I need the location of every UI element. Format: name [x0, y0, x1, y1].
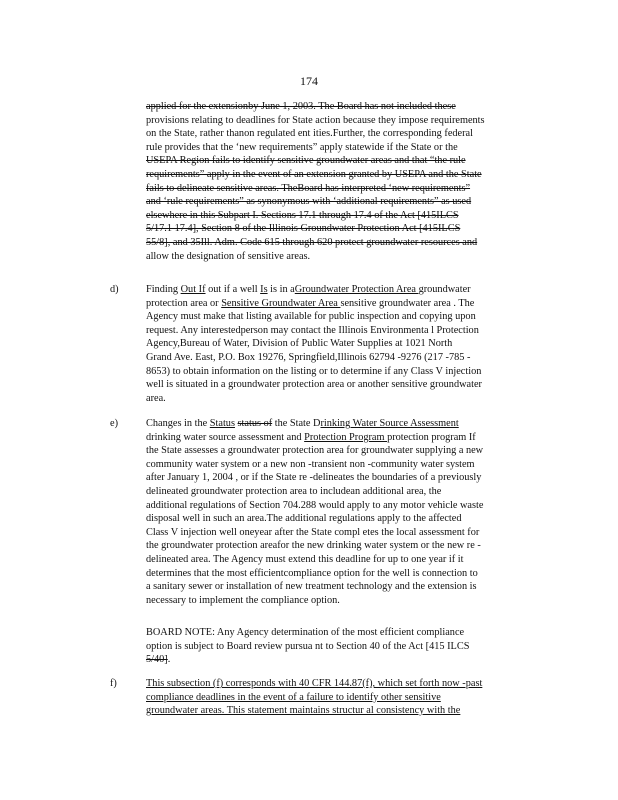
- section-e-text-run: delineated area. The Agency must extend this deadline for up to one year if it: [146, 553, 464, 565]
- section-e-text-run: the State D: [272, 418, 321, 429]
- section-e-line: [146, 485, 532, 499]
- section-d-text-run: Is: [260, 284, 268, 295]
- section-d-text-run: sensitive groundwater area . The: [340, 297, 475, 309]
- section-e-line: [146, 553, 532, 567]
- section-f-text-run: groundwater areas. This statement maintains structur al consistency with the: [146, 705, 461, 717]
- intro-line: [146, 182, 532, 196]
- intro-line: [146, 141, 532, 155]
- intro-text-run: provisions relating to deadlines for State action because they impose requirements: [146, 114, 485, 126]
- section-e-text-run: the State assesses a groundwater protection area for groundwater supplying a new: [146, 445, 484, 457]
- section-d-label: d): [110, 284, 119, 295]
- intro-line: [146, 114, 532, 128]
- intro-line: [146, 154, 532, 168]
- intro-text-run: applied for the extensionby June 1, 2003. The Board has not included these: [146, 101, 456, 112]
- intro-text-run: and ‘rule requirements” as synonymous with ‘additional requirements” as used: [146, 196, 472, 208]
- section-d-text-run: groundwater: [418, 284, 471, 295]
- section-f-label: f): [110, 678, 117, 689]
- section-d-text-run: Groundwater Protection Area: [294, 284, 419, 295]
- section-d-text-run: Agency,Bureau of Water, Division of Public Water Supplies at 1021 North: [146, 338, 453, 350]
- intro-text-run: 55/8], and 35Ill. Adm. Code 615 through 620 protect groundwater resources and: [146, 236, 478, 248]
- section-d-paragraph: [146, 283, 532, 405]
- board-note-text-run: option is subject to Board review pursua nt to Section 40 of the Act [415 ILCS: [146, 640, 470, 652]
- intro-line: [146, 209, 532, 223]
- intro-text-run: rule provides that the ‘new requirements” apply statewide if the State or the: [146, 141, 458, 153]
- section-e-paragraph: [146, 417, 532, 607]
- intro-paragraph: [146, 100, 532, 263]
- section-e-line: [146, 444, 532, 458]
- section-d-text-run: well is situated in a groundwater protection area or another sensitive groundwater: [146, 379, 482, 391]
- section-d-line: [146, 324, 532, 338]
- section-e-text-run: status of: [237, 418, 273, 429]
- board-note-text-run: .: [167, 654, 171, 666]
- section-d-text-run: Sensitive Groundwater Area: [221, 297, 341, 309]
- section-e-label: e): [110, 418, 118, 429]
- section-e-text-run: drinking water source assessment and: [146, 431, 305, 443]
- section-e-line: [146, 526, 532, 540]
- section-d-text-run: Grand Ave. East, P.O. Box 19276, Springfield,Illinois 62794 -9276 (217 -785 -: [146, 351, 471, 363]
- section-d-line: [146, 297, 532, 311]
- section-e-line: [146, 567, 532, 581]
- section-d-line: [146, 392, 532, 406]
- section-f-line: [146, 704, 532, 718]
- section-e-text-run: a sanitary sewer or installation of new treatment technology and the extension is: [146, 581, 477, 593]
- section-f-paragraph: [146, 677, 532, 718]
- section-e-line: [146, 594, 532, 608]
- section-f-line: [146, 691, 532, 705]
- intro-line: [146, 168, 532, 182]
- intro-line: [146, 127, 532, 141]
- board-note-line: [146, 653, 532, 667]
- section-e-text-run: Status: [209, 418, 235, 429]
- section-f-text-run: This subsection (f) corresponds with 40 CFR 144.87(f), which set forth now -past: [146, 678, 483, 689]
- section-d-line: [146, 337, 532, 351]
- section-d-line: [146, 351, 532, 365]
- section-e-text-run: protection program If: [387, 431, 476, 443]
- board-note-text-run: BOARD NOTE: Any Agency determination of the most efficient compliance: [146, 627, 465, 638]
- section-e-text-run: after January 1, 2004 , or if the State re -delineates the boundaries of a previously: [146, 472, 482, 484]
- board-note: [146, 626, 532, 667]
- intro-text-run: 5/17.1 17.4], Section 8 of the Illinois Groundwater Protection Act [415ILCS: [146, 223, 461, 235]
- intro-line: [146, 236, 532, 250]
- section-e-text-run: disposal well in such an area.The additional regulations apply to the affected: [146, 513, 462, 525]
- page-number: 174: [300, 74, 318, 88]
- board-note-line: [146, 640, 532, 654]
- section-e-line: [146, 499, 532, 513]
- section-d-line: [146, 283, 532, 297]
- section-f-line: [146, 677, 532, 691]
- intro-text-run: on the State, rather thanon regulated ent ities.Further, the corresponding federal: [146, 128, 473, 140]
- section-d-text-run: Finding: [146, 284, 181, 295]
- section-e-line: [146, 458, 532, 472]
- section-e-text-run: delineated groundwater protection area to includean additional area, the: [146, 485, 442, 497]
- section-e-line: [146, 417, 532, 431]
- section-e-line: [146, 512, 532, 526]
- intro-text-run: requirements” apply in the event of an extension granted by USEPA and the State: [146, 168, 482, 180]
- section-e-line: [146, 580, 532, 594]
- intro-text-run: fails to delineate sensitive areas. TheBoard has interpreted ‘new requirements”: [146, 182, 471, 194]
- intro-text-run: allow the designation of sensitive areas.: [146, 250, 311, 262]
- section-e-text-run: additional regulations of Section 704.288 would apply to any motor vehicle waste: [146, 499, 484, 511]
- section-d-text-run: area.: [146, 392, 166, 404]
- section-d-line: [146, 378, 532, 392]
- section-d-text-run: is in a: [267, 284, 295, 295]
- intro-line: [146, 250, 532, 264]
- section-d-text-run: Out If: [180, 284, 206, 295]
- section-d-text-run: out if a well: [205, 284, 261, 295]
- intro-text-run: USEPA Region fails to identify sensitive groundwater areas and that “the rule: [146, 155, 466, 167]
- section-e-text-run: Protection Program: [304, 431, 388, 443]
- section-e-line: [146, 471, 532, 485]
- section-d-text-run: 8653) to obtain information on the listing or to determine if any Class V injection: [146, 365, 482, 377]
- board-note-line: [146, 626, 532, 640]
- section-e-line: [146, 431, 532, 445]
- section-d-text-run: request. Any interestedperson may contact the Illinois Environmenta l Protection: [146, 324, 479, 336]
- section-e-text-run: Changes in the: [146, 418, 210, 429]
- section-e-text-run: rinking Water Source Assessment: [320, 418, 459, 429]
- section-d-line: [146, 310, 532, 324]
- board-note-text-run: 5/40]: [146, 654, 168, 666]
- section-d-line: [146, 365, 532, 379]
- section-e-text-run: necessary to implement the compliance option.: [146, 594, 340, 606]
- section-e-text-run: determines that the most efficientcompliance option for the well is connection to: [146, 567, 478, 579]
- intro-line: [146, 100, 532, 114]
- section-e-line: [146, 539, 532, 553]
- intro-text-run: elsewhere in this Subpart I. Sections 17.1 through 17.4 of the Act [415ILCS: [146, 209, 459, 221]
- section-e-text-run: the groundwater protection areafor the new drinking water system or the new re -: [146, 540, 481, 552]
- intro-line: [146, 222, 532, 236]
- section-e-text-run: community water system or a new non -transient non -community water system: [146, 458, 475, 470]
- section-d-text-run: Agency must make that listing available for public inspection and copying upon: [146, 311, 476, 323]
- section-d-text-run: protection area or: [146, 297, 222, 309]
- section-f-text-run: compliance deadlines in the event of a failure to identify other sensitive: [146, 691, 441, 703]
- section-e-text-run: Class V injection well oneyear after the State compl etes the local assessment for: [146, 526, 480, 538]
- intro-line: [146, 195, 532, 209]
